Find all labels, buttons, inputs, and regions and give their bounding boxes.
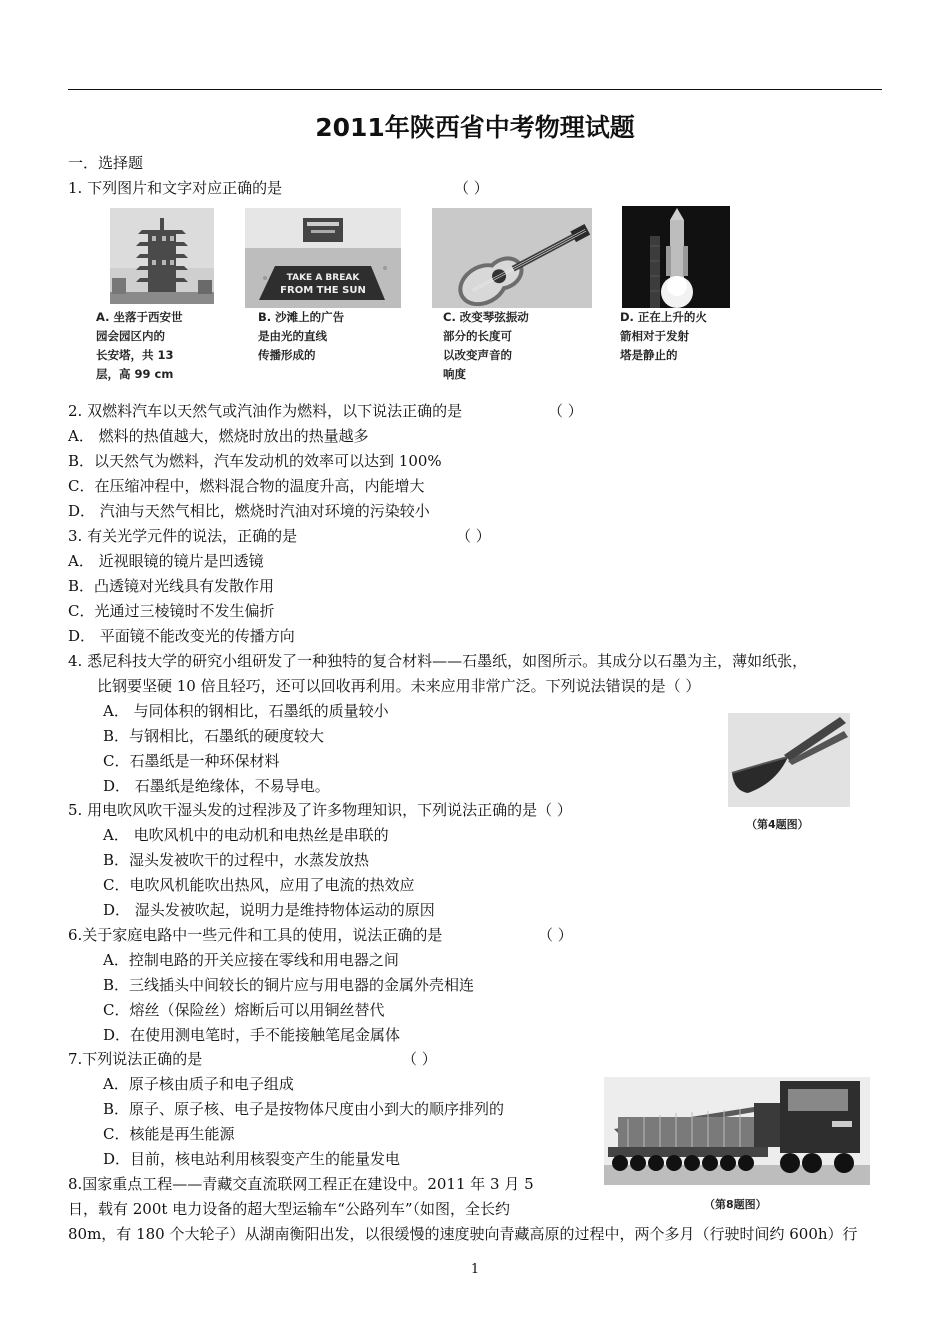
q4-stem-line-2: 比钢要坚硬 10 倍且轻巧，还可以回收再利用。未来应用非常广泛。下列说法错误的是（ ） <box>97 677 701 695</box>
q7-option-c: C．核能是再生能源 <box>103 1125 235 1143</box>
page-title: 2011年陕西省中考物理试题 <box>315 113 635 142</box>
q4-figure-caption: （第4题图） <box>746 818 809 831</box>
q1-stem: 1. 下列图片和文字对应正确的是 <box>68 179 283 197</box>
q5-option-c: C．电吹风机能吹出热风，应用了电流的热效应 <box>103 876 415 894</box>
q6-option-d: D．在使用测电笔时，手不能接触笔尾金属体 <box>103 1026 401 1044</box>
q1-answer-paren: （ ） <box>454 179 489 197</box>
q3-option-c: C．光通过三棱镜时不发生偏折 <box>68 602 275 620</box>
q7-answer-paren: （ ） <box>402 1050 437 1068</box>
q4-stem-line-1: 4. 悉尼科技大学的研究小组研发了一种独特的复合材料——石墨纸，如图所示。其成分以石墨为主，薄如纸张， <box>68 652 808 670</box>
q1-guitar-image <box>432 208 592 308</box>
q5-option-b: B．湿头发被吹干的过程中，水蒸发放热 <box>103 851 370 869</box>
q1-beach-ad-image <box>245 208 401 308</box>
q1-caption-c: C. 改变琴弦振动 部分的长度可 以改变声音的 响度 <box>443 310 529 381</box>
q2-stem: 2. 双燃料汽车以天然气或汽油作为燃料，以下说法正确的是 <box>68 402 463 420</box>
q7-stem: 7.下列说法正确的是 <box>68 1050 203 1068</box>
q1-caption-a: A. 坐落于西安世 园会园区内的 长安塔，共 13 层，高 99 cm <box>96 310 183 381</box>
q1-caption-b: B. 沙滩上的广告 是由光的直线 传播形成的 <box>258 310 345 362</box>
q7-option-d: D．目前，核电站利用核裂变产生的能量发电 <box>103 1150 401 1168</box>
section-heading: 一．选择题 <box>68 154 144 172</box>
q3-option-b: B．凸透镜对光线具有发散作用 <box>68 577 275 595</box>
q5-option-d: D． 湿头发被吹起，说明力是维持物体运动的原因 <box>103 901 435 919</box>
q2-option-a: A． 燃料的热值越大，燃烧时放出的热量越多 <box>68 427 369 445</box>
q5-stem: 5. 用电吹风吹干湿头发的过程涉及了许多物理知识，下列说法正确的是（ ） <box>68 801 572 819</box>
q2-answer-paren: （ ） <box>548 402 583 420</box>
q6-option-c: C．熔丝（保险丝）熔断后可以用铜丝替代 <box>103 1001 385 1019</box>
q8-line-3: 80m，有 180 个大轮子）从湖南衡阳出发，以很缓慢的速度驶向青藏高原的过程中，两个多月（行驶时间约 600h）行 <box>68 1225 858 1243</box>
q3-answer-paren: （ ） <box>456 527 491 545</box>
sand-ad-line-2: FROM THE SUN <box>280 285 366 296</box>
header-rule <box>68 89 882 90</box>
q1-pagoda-image <box>110 208 214 304</box>
q1-rocket-image <box>622 206 730 308</box>
q7-option-b: B．原子、原子核、电子是按物体尺度由小到大的顺序排列的 <box>103 1100 505 1118</box>
q8-road-train-image <box>604 1077 870 1185</box>
q2-option-c: C．在压缩冲程中，燃料混合物的温度升高，内能增大 <box>68 477 425 495</box>
q1-caption-d: D. 正在上升的火 箭相对于发射 塔是静止的 <box>620 310 707 362</box>
q8-line-2: 日，载有 200t 电力设备的超大型运输车“公路列车”（如图，全长约 <box>68 1200 511 1218</box>
q5-option-a: A． 电吹风机中的电动机和电热丝是串联的 <box>103 826 389 844</box>
q3-option-d: D． 平面镜不能改变光的传播方向 <box>68 627 295 645</box>
sand-ad-line-1: TAKE A BREAK <box>286 273 360 283</box>
q4-option-a: A． 与同体积的钢相比，石墨纸的质量较小 <box>103 702 389 720</box>
q8-figure-caption: （第8题图） <box>704 1198 767 1211</box>
q3-stem: 3. 有关光学元件的说法，正确的是 <box>68 527 298 545</box>
q2-option-d: D． 汽油与天然气相比，燃烧时汽油对环境的污染较小 <box>68 502 430 520</box>
q7-option-a: A．原子核由质子和电子组成 <box>103 1075 294 1093</box>
q6-option-a: A．控制电路的开关应接在零线和用电器之间 <box>103 951 399 969</box>
q6-stem: 6.关于家庭电路中一些元件和工具的使用，说法正确的是 <box>68 926 443 944</box>
q3-option-a: A． 近视眼镜的镜片是凹透镜 <box>68 552 264 570</box>
q8-line-1: 8.国家重点工程——青藏交直流联网工程正在建设中。2011 年 3 月 5 <box>68 1175 534 1193</box>
q6-option-b: B．三线插头中间较长的铜片应与用电器的金属外壳相连 <box>103 976 475 994</box>
q6-answer-paren: （ ） <box>538 926 573 944</box>
q4-option-b: B．与钢相比，石墨纸的硬度较大 <box>103 727 325 745</box>
page-number: 1 <box>470 1262 480 1277</box>
q4-graphene-paper-image <box>728 713 850 807</box>
q4-option-d: D． 石墨纸是绝缘体，不易导电。 <box>103 777 330 795</box>
q2-option-b: B．以天然气为燃料，汽车发动机的效率可以达到 100% <box>68 452 442 470</box>
q4-option-c: C．石墨纸是一种环保材料 <box>103 752 280 770</box>
